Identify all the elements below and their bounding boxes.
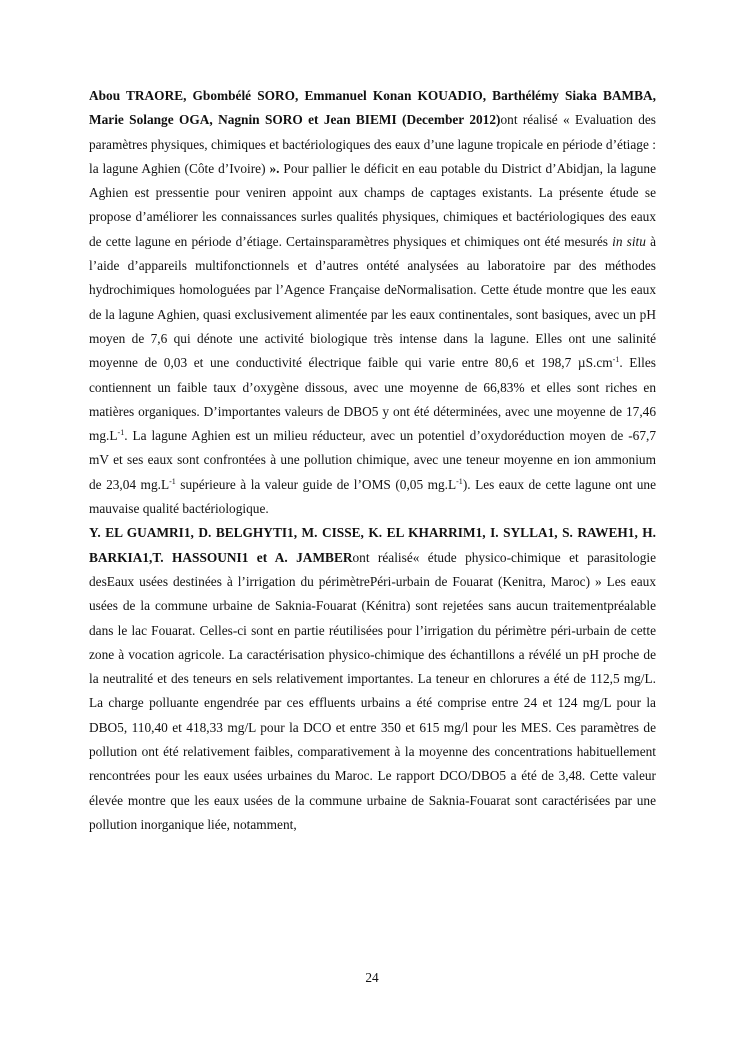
paragraph-traore-body: Pour pallier le déficit en eau potable du District d’Abidjan, la lagune Aghien est pressentie pour veniren appoint aux champs de captages existants. La présente étude se propose d’améliorer les connaissances surles qualités physiques, chimiques et bactériologiques des eaux de cette lagune en période d’étiage. Certainsparamètres physiques et chimiques ont été mesurés: [89, 160, 656, 249]
paragraph-traore-body: à l’aide d’appareils multifonctionnels et d’autres ontété analysées au laboratoire par des méthodes hydrochimiques homologuées par l’Agence Française deNormalisation. Cette étude montre que les eaux de la lagune Aghien, quasi exclusivement alimentée par les eaux continentales, sont basiques, avec un pH moyen de 7,6 qui dénote une activité biologique très intense dans la lagune. Elles ont une salinité moyenne de 0,03 et une conductivité électrique faible qui varie entre 80,6 et 198,7 µS.cm: [89, 233, 656, 371]
page-number: 24: [365, 970, 379, 985]
paragraph-el-guamri-authors: Y. EL GUAMRI1, D. BELGHYTI1, M. CISSE, K. EL KHARRIM1, I. SYLLA1, S. RAWEH1, H. BARKIA1,T. HASSOUNI1 et A. JAMBER: [89, 525, 656, 565]
superscript: -1: [169, 476, 176, 486]
paragraph-traore: [89, 84, 656, 521]
paragraph-el-guamri-body: Les eaux usées de la commune urbaine de Saknia-Fouarat (Kénitra) sont rejetées sans aucun traitementpréalable dans le lac Fouarat. Celles-ci sont en partie réutilisées pour l’irrigation du périmètre péri-urbain de cette zone à vocation agricole. La caractérisation physico-chimique des échantillons a révélé un pH proche de la neutralité et des teneurs en sels relativement importantes. La teneur en chlorures a été de 112,5 mg/L. La charge polluante engendrée par ces effluents urbains a été comprise entre 24 et 124 mg/L pour la DBO5, 110,40 et 418,33 mg/L pour la DCO et entre 350 et 615 mg/l pour les MES. Ces paramètres de pollution ont été relativement faibles, comparativement à la moyenne des concentrations habituellement rencontrées pour les eaux usées urbaines du Maroc. Le rapport DCO/DBO5 a été de 3,48. Cette valeur élevée montre que les eaux usées de la commune urbaine de Saknia-Fouarat sont caractérisées par une pollution inorganique liée, notamment,: [89, 573, 656, 832]
paragraph-traore-verb: ont réalisé: [500, 112, 564, 128]
paragraph-traore-body: supérieure à la valeur guide de l’OMS (0,05 mg.L: [175, 476, 457, 492]
paragraph-traore-body: . Elles contiennent un faible taux d’oxygène dissous, avec une moyenne de 66,83% et elles sont riches en matières organiques. D’importantes valeurs de DBO5 y ont été déterminées, avec une moyenne de 17,46 mg.L: [89, 355, 656, 444]
in-situ-term: in situ: [612, 233, 646, 249]
paragraph-el-guamri-title: « étude physico-chimique et parasitologie desEaux usées destinées à l’irrigation du périmètrePéri-urbain de Fouarat (Kenitra, Maroc) »: [89, 549, 657, 589]
paragraph-traore-title: « Evaluation des paramètres physiques, chimiques et bactériologiques des eaux d’une lagune tropicale en période d’étiage : la lagune Aghien (Côte d’Ivoire): [89, 112, 656, 176]
superscript: -1: [612, 355, 620, 365]
paragraph-traore-date: (December 2012): [402, 112, 501, 128]
paragraph-traore-body: ). Les eaux de cette lagune ont une mauvaise qualité bactériologique.: [89, 476, 657, 517]
document-body: [89, 84, 656, 837]
superscript: -1: [117, 428, 125, 438]
paragraph-traore-body: . La lagune Aghien est un milieu réducteur, avec un potentiel d’oxydoréduction moyen de -67,7 mV et ses eaux sont confrontées à une pollution chimique, avec une teneur moyenne en ion ammonium de 23,04 mg.L: [89, 428, 656, 492]
paragraph-traore-authors: Abou TRAORE, Gbombélé SORO, Emmanuel Konan KOUADIO, Barthélémy Siaka BAMBA, Marie Solange OGA, Nagnin SORO et Jean BIEMI: [89, 88, 656, 128]
paragraph-traore-title-close: ».: [269, 160, 280, 176]
paragraph-el-guamri-verb: ont réalisé: [352, 549, 413, 565]
paragraph-el-guamri: [89, 521, 656, 837]
superscript: -1: [456, 476, 463, 486]
